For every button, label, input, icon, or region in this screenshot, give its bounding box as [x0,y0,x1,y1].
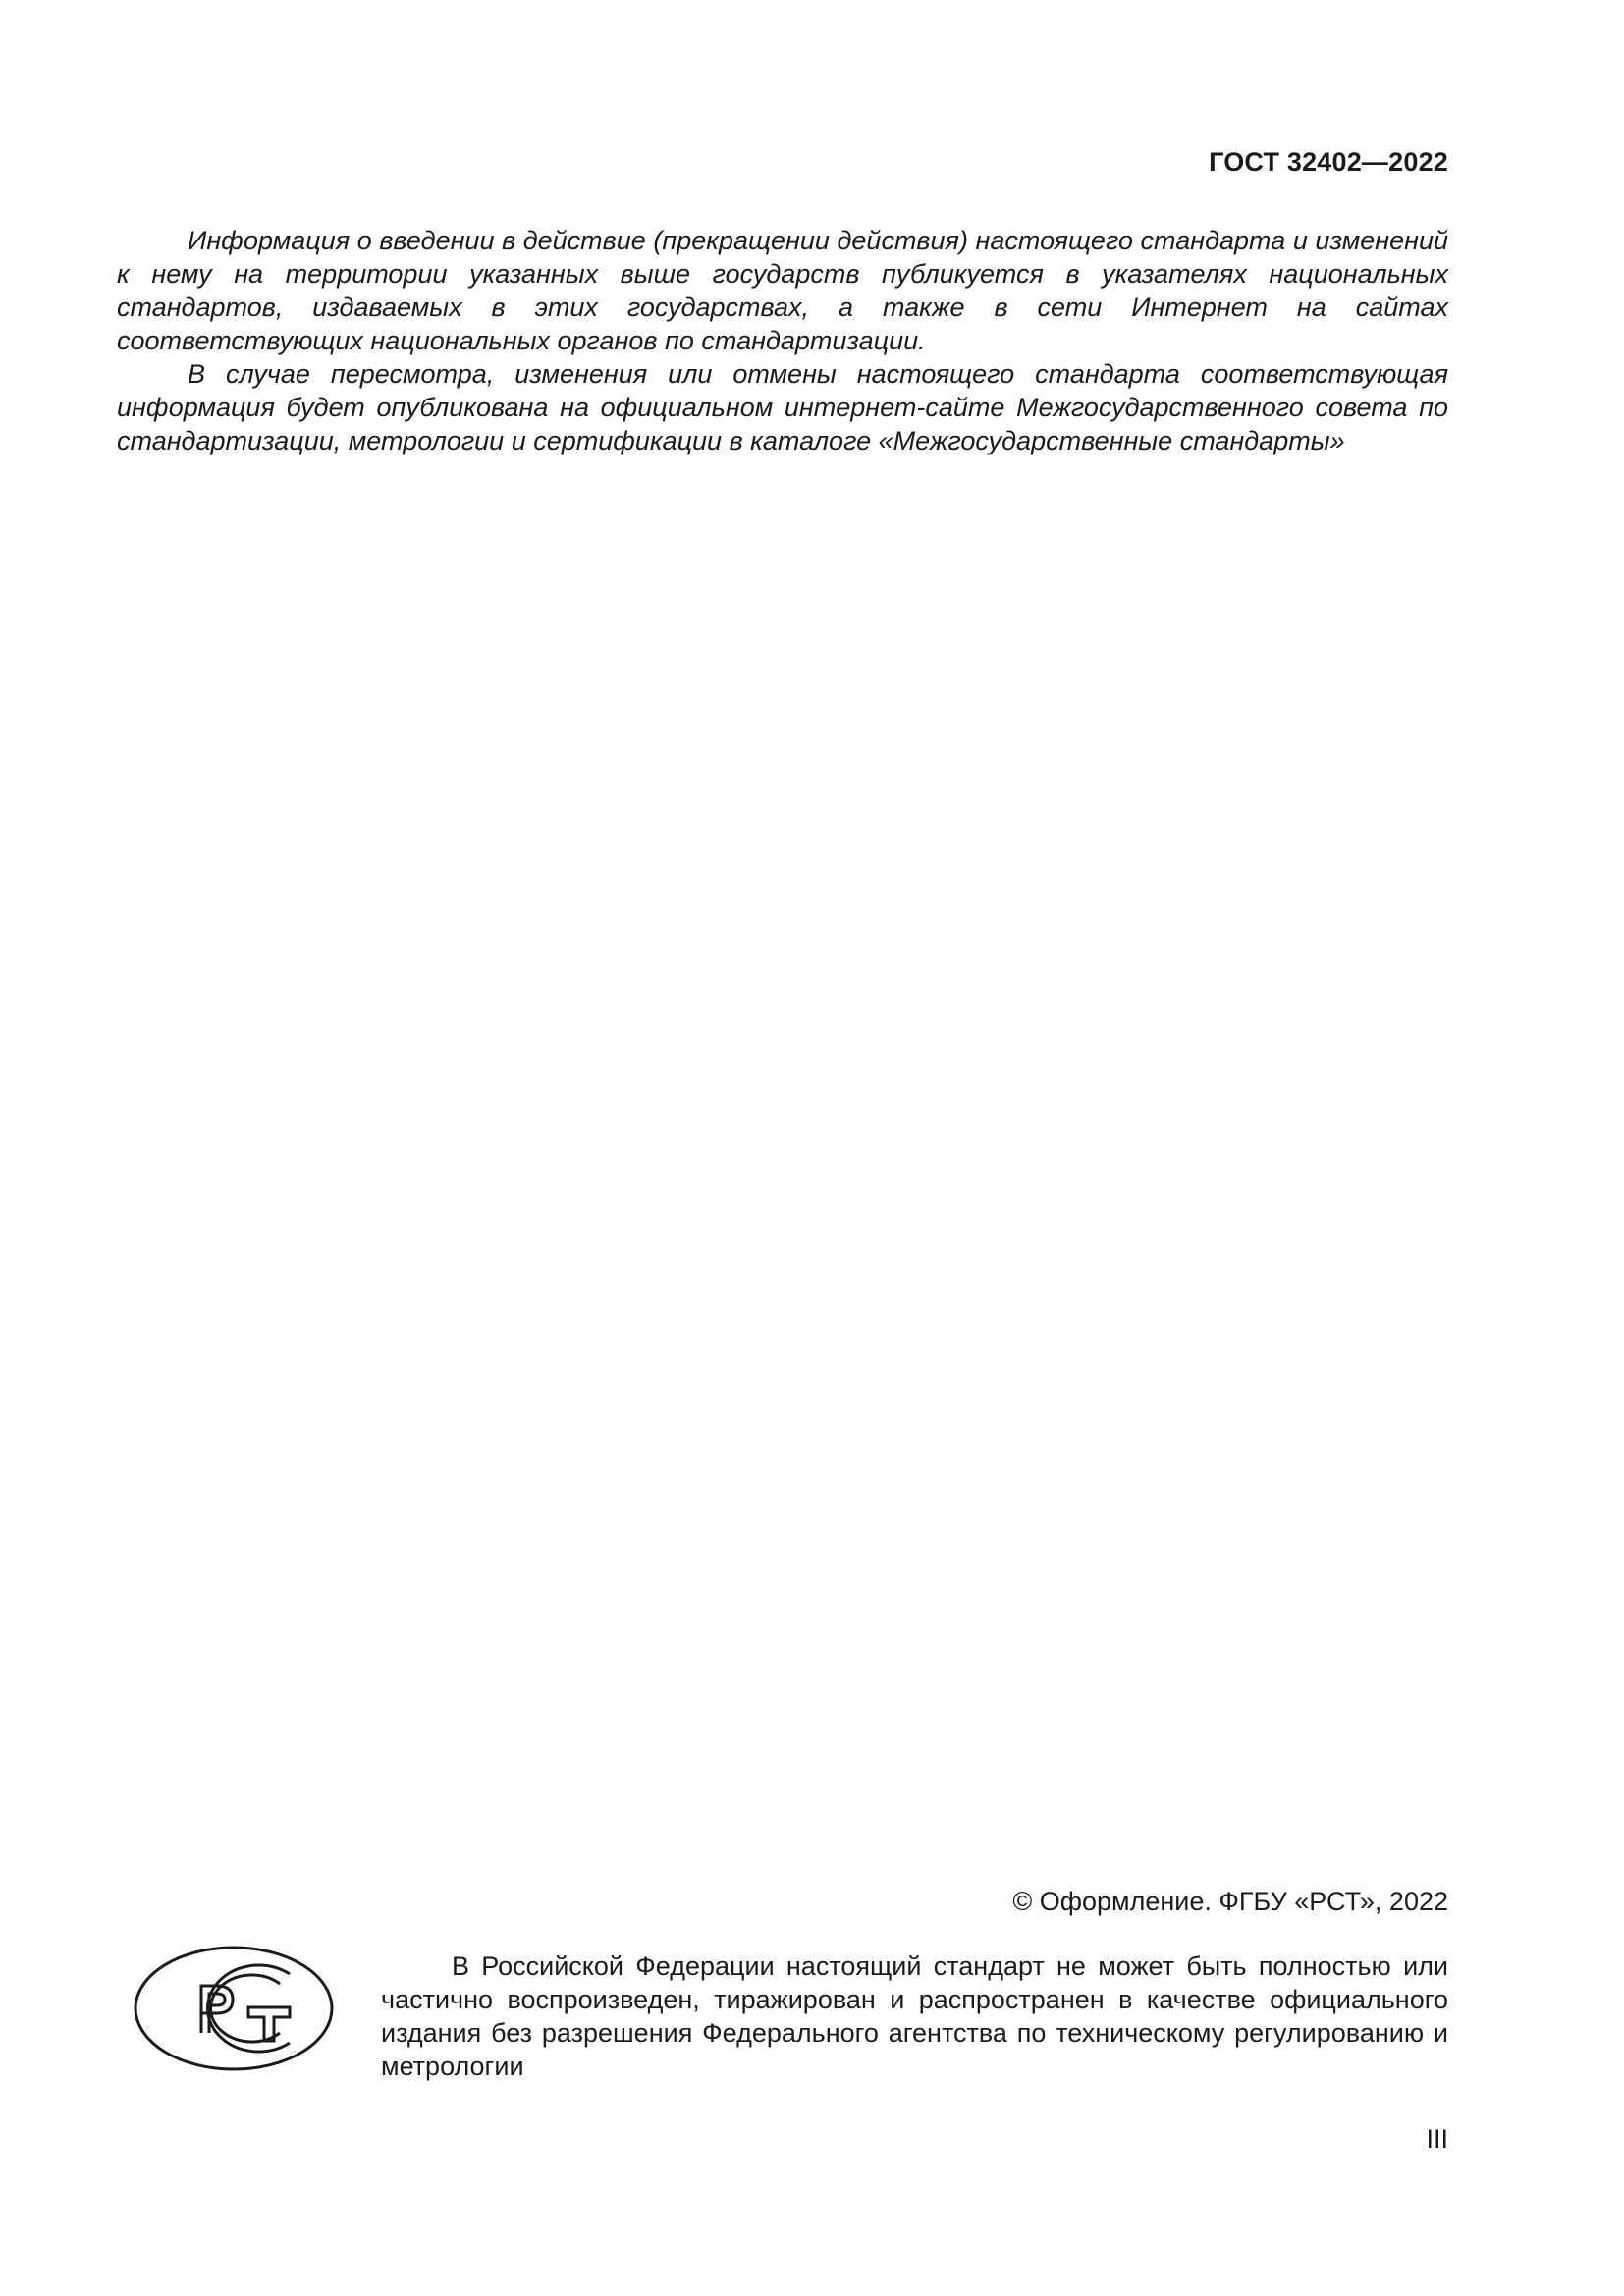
copyright-line: © Оформление. ФГБУ «РСТ», 2022 [1012,1887,1448,1916]
standard-code: ГОСТ 32402—2022 [1209,147,1448,177]
page-number: III [1426,2124,1448,2154]
copyright-notice [381,1949,1448,2083]
intro-paragraph: Информация о введении в действие (прекращении действия) настоящего стандарта и изменений к нему на территории указанных выше государств публикуется в указателях национальных стандартов, издаваемых в этих государствах, а также в сети Интернет на сайтах соответствующих национальных органов по стандартизации. [117,226,1448,355]
intro-paragraph: В случае пересмотра, изменения или отмены настоящего стандарта соответствующая информация будет опубликована на официальном интернет-сайте Межгосударственного совета по стандартизации, метрологии и сертификации в каталоге «Межгосударственные стандарты» [117,359,1448,455]
intro-section [117,224,1448,457]
notice-paragraph: В Российской Федерации настоящий стандарт не может быть полностью или частично воспроизведен, тиражирован и распространен в качестве официального издания без разрешения Федерального агентства по техническому регулированию и метрологии [381,1951,1448,2081]
pct-certification-mark-icon [133,1945,335,2072]
